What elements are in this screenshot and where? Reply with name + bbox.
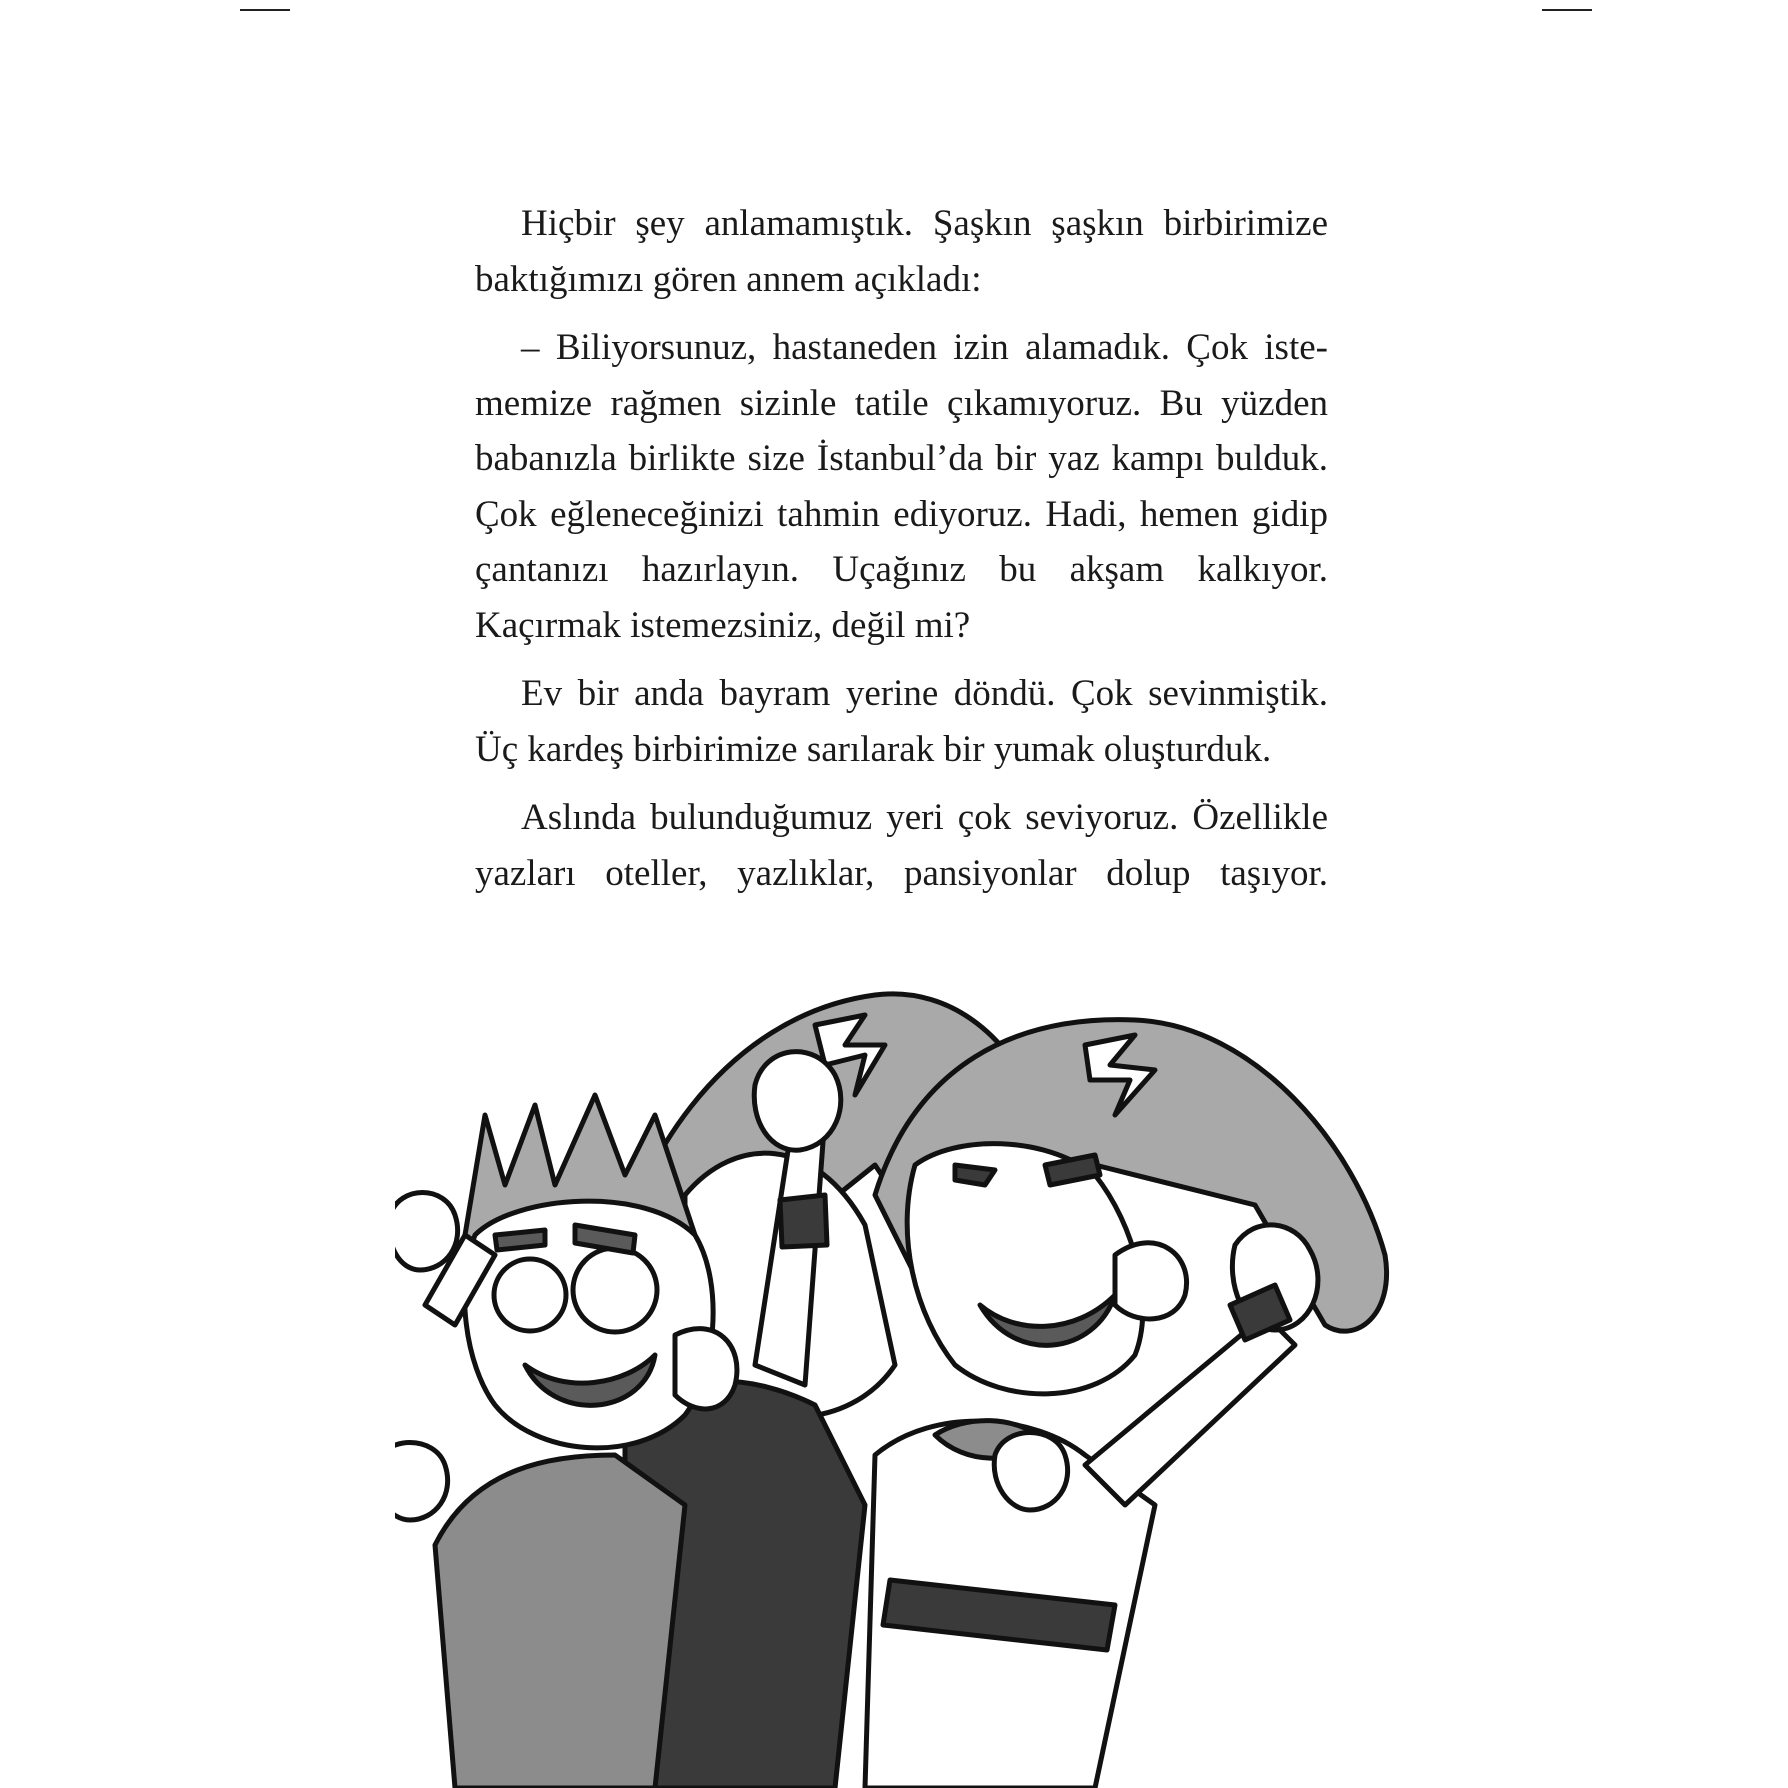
body-text <box>475 196 1328 914</box>
paragraph-1: Hiçbir şey anlamamıştık. Şaşkın şaşkın birbirimize baktığımızı gören annem açıkladı: <box>475 203 1328 300</box>
right-kid-brow-left <box>955 1165 995 1185</box>
right-kid-ear <box>1115 1243 1187 1319</box>
crop-mark-right <box>1542 9 1592 11</box>
left-kid-ear <box>675 1329 737 1409</box>
paragraph-3: Ev bir anda bayram yerine döndü. Çok sevinmiştik. Üç kardeş birbirimize sarılarak bir yumak oluşturduk. <box>475 673 1328 770</box>
left-kid-brow-left <box>495 1230 545 1250</box>
crop-mark-left <box>240 9 290 11</box>
middle-kid-wristband <box>780 1195 827 1247</box>
paragraph-4: Aslında bulunduğumuz yeri çok seviyoruz. Özellikle yazları oteller, yazlıklar, pansiyonlar dolup taşıyor. <box>475 797 1328 894</box>
right-kid-face <box>907 1144 1143 1394</box>
three-cheering-kids-illustration <box>395 985 1475 1788</box>
middle-kid-low-fist <box>994 1433 1067 1511</box>
left-kid-low-fist <box>395 1443 448 1521</box>
left-kid-fist <box>395 1193 458 1271</box>
middle-kid-fist <box>754 1052 841 1151</box>
left-kid-shirt <box>435 1455 685 1788</box>
paragraph-2: – Biliyorsunuz, hastaneden izin alamadık. Çok istememize rağmen sizinle tatile çıkamıyoruz. Bu yüzden babanızla birlikte size İstanbul’da bir yaz kampı bulduk. Çok eğleneceğinizi tahmin ediyoruz. Hadi, hemen gidip çantanızı hazırlayın. Uçağınız bu akşam kalkıyor. Kaçırmak istemezsiniz, değil mi? <box>475 327 1328 646</box>
